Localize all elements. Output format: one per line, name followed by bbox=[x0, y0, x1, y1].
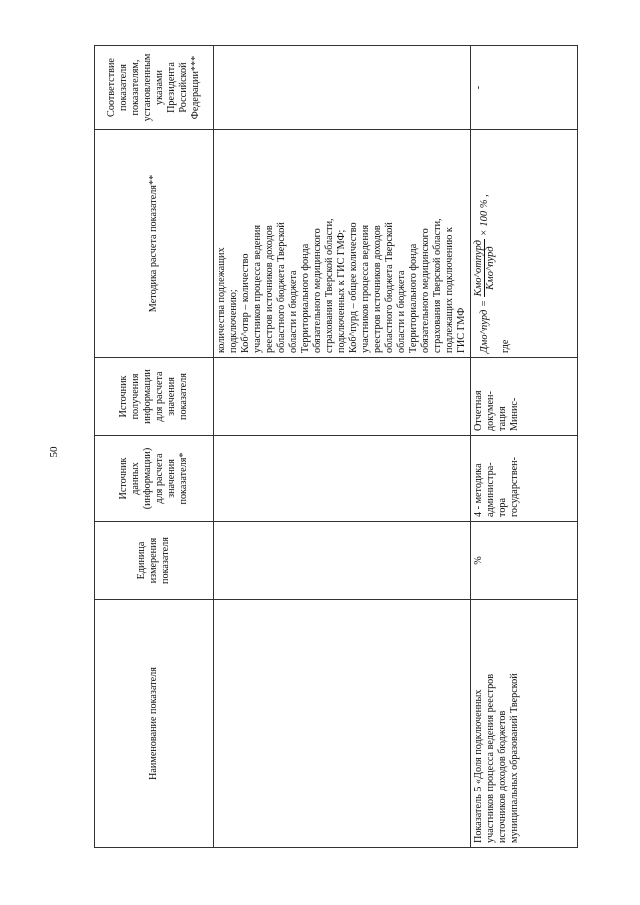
row2-unit-cell: % bbox=[471, 522, 578, 600]
table-row bbox=[214, 46, 471, 848]
indicator-table bbox=[94, 45, 578, 848]
row1-source-info-cell bbox=[214, 358, 471, 436]
method-line: обязательного медицинского bbox=[420, 228, 431, 353]
method-line: страхования Тверской области, bbox=[432, 218, 443, 353]
name-line: источников доходов бюджетов bbox=[497, 710, 508, 843]
formula: Дмо^пурд = Кмо^отпурд Кмо^пурд × 100 % , bbox=[473, 194, 496, 353]
source-data-line: тора bbox=[497, 497, 508, 517]
header-unit: Единица измерения показателя bbox=[95, 522, 214, 600]
method-line: области и бюджета bbox=[396, 270, 407, 353]
method-line: обязательного медицинского bbox=[312, 228, 323, 353]
row2-compliance-cell: - bbox=[471, 46, 578, 130]
source-info-line: Минис- bbox=[509, 397, 520, 431]
name-line: муниципальных образований Тверской bbox=[509, 673, 520, 843]
source-info-line: тация bbox=[497, 406, 508, 431]
method-line: количества подлежащих bbox=[216, 247, 227, 353]
method-line: подключенных к ГИС ГМФ; bbox=[336, 229, 347, 353]
row1-unit-cell bbox=[214, 522, 471, 600]
header-source-data: Источник данных (информации) для расчета значения показателя* bbox=[95, 436, 214, 522]
method-line: областного бюджета Тверской bbox=[384, 222, 395, 353]
formula-where: где bbox=[500, 339, 511, 353]
row2-source-info-cell bbox=[471, 358, 578, 436]
method-line: Коб^пурд – общее количество bbox=[348, 222, 359, 353]
table-header-row bbox=[95, 46, 214, 848]
method-line: Территориального фонда bbox=[300, 243, 311, 353]
source-info-line: Отчетная bbox=[473, 390, 484, 431]
formula-fraction bbox=[473, 239, 496, 297]
name-line: участников процесса ведения реестров bbox=[485, 673, 496, 843]
source-data-line: администра- bbox=[485, 462, 496, 517]
formula-lhs: Дмо^пурд bbox=[478, 309, 490, 353]
method-line: областного бюджета Тверской bbox=[276, 222, 287, 353]
table-row bbox=[471, 46, 578, 848]
rotated-table-container bbox=[94, 46, 611, 848]
row1-source-data-cell bbox=[214, 436, 471, 522]
formula-tail: × 100 % , bbox=[478, 194, 490, 237]
method-line: ГИС ГМФ bbox=[456, 307, 467, 353]
method-line: Территориального фонда bbox=[408, 243, 419, 353]
row1-method-cell bbox=[214, 130, 471, 358]
row1-compliance-cell bbox=[214, 46, 471, 130]
method-line: области и бюджета bbox=[288, 270, 299, 353]
row2-name-cell bbox=[471, 600, 578, 848]
header-name: Наименование показателя bbox=[95, 600, 214, 848]
method-line: подключению; bbox=[228, 289, 239, 353]
header-method: Методика расчета показателя** bbox=[95, 130, 214, 358]
row2-source-data-cell bbox=[471, 436, 578, 522]
method-line: подлежащих подключению к bbox=[444, 227, 455, 353]
page-number: 50 bbox=[48, 446, 60, 458]
source-data-line: государствен- bbox=[509, 457, 520, 517]
formula-denominator: Кмо^пурд bbox=[485, 246, 496, 290]
method-line: реестров источников доходов bbox=[264, 225, 275, 353]
header-compliance: Соответствие показателя показателям, установленным указами Президента Российской Федерации*** bbox=[95, 46, 214, 130]
method-line: страхования Тверской области, bbox=[324, 218, 335, 353]
formula-numerator: Кмо^отпурд bbox=[473, 240, 484, 297]
header-source-info: Источник получения информации для расчета значения показателя bbox=[95, 358, 214, 436]
method-line: участников процесса ведения bbox=[360, 224, 371, 353]
method-line: Коб^отвр – количество bbox=[240, 253, 251, 353]
source-data-line: 4 - методика bbox=[473, 463, 484, 517]
row1-name-cell bbox=[214, 600, 471, 848]
source-info-line: докумен- bbox=[485, 391, 496, 431]
row2-method-cell bbox=[471, 130, 578, 358]
method-line: реестров источников доходов bbox=[372, 225, 383, 353]
method-line: участников процесса ведения bbox=[252, 224, 263, 353]
name-line: Показатель 5 «Доля подключенных bbox=[473, 689, 484, 843]
